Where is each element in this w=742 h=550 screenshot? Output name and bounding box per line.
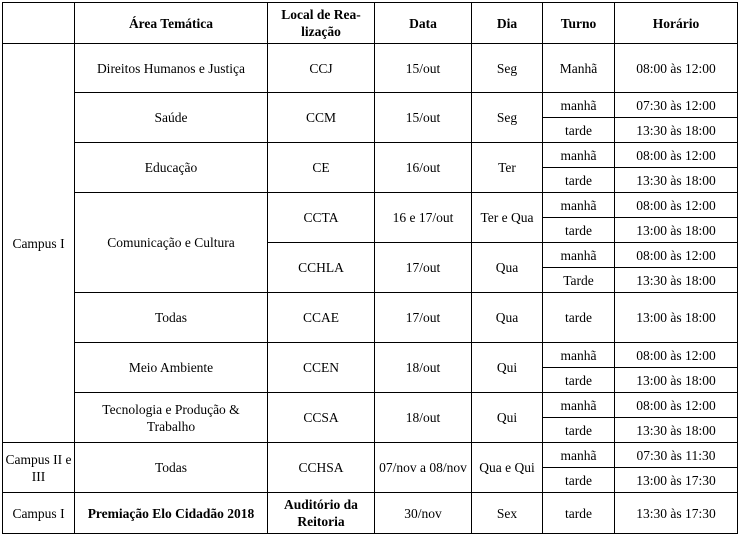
turno-cell: tarde [543,168,615,193]
table-row [3,493,738,534]
area-cell: Todas [75,443,268,493]
header-horario: Horário [615,3,738,44]
turno-cell: manhã [543,343,615,368]
horario-cell: 08:00 às 12:00 [615,343,738,368]
day-cell: Seg [472,93,543,143]
blank-corner-cell [3,3,75,44]
horario-cell: 13:00 às 18:00 [615,368,738,393]
horario-cell: 13:30 às 18:00 [615,168,738,193]
table-row [3,143,738,168]
day-cell: Sex [472,493,543,534]
table-row [3,44,738,93]
day-cell: Qui [472,393,543,443]
turno-cell: tarde [543,118,615,143]
day-cell: Qui [472,343,543,393]
area-cell: Educação [75,143,268,193]
date-cell: 15/out [375,44,472,93]
horario-cell: 13:30 às 18:00 [615,268,738,293]
header-row [3,3,738,44]
date-cell: 18/out [375,343,472,393]
header-dia: Dia [472,3,543,44]
turno-cell: tarde [543,468,615,493]
horario-cell: 13:00 às 18:00 [615,293,738,343]
schedule-table [2,2,738,534]
local-cell: CCSA [268,393,375,443]
campus-cell: Campus I [3,44,75,443]
local-cell: CCHSA [268,443,375,493]
date-cell: 18/out [375,393,472,443]
campus-cell: Campus II e III [3,443,75,493]
horario-cell: 08:00 às 12:00 [615,393,738,418]
date-cell: 15/out [375,93,472,143]
area-cell: Todas [75,293,268,343]
area-cell: Direitos Humanos e Justiça [75,44,268,93]
area-cell: Premiação Elo Cidadão 2018 [75,493,268,534]
date-cell: 17/out [375,243,472,293]
area-cell: Tecnologia e Produção & Trabalho [75,393,268,443]
day-cell: Qua [472,293,543,343]
horario-cell: 08:00 às 12:00 [615,193,738,218]
table-row [3,193,738,218]
turno-cell: manhã [543,443,615,468]
day-cell: Qua e Qui [472,443,543,493]
local-cell: CCHLA [268,243,375,293]
turno-cell: manhã [543,143,615,168]
horario-cell: 08:00 às 12:00 [615,243,738,268]
area-cell: Saúde [75,93,268,143]
header-area: Área Temática [75,3,268,44]
day-cell: Ter [472,143,543,193]
table-row [3,443,738,468]
date-cell: 16 e 17/out [375,193,472,243]
local-cell: CE [268,143,375,193]
table-row [3,393,738,418]
horario-cell: 13:00 às 17:30 [615,468,738,493]
local-cell: CCTA [268,193,375,243]
day-cell: Ter e Qua [472,193,543,243]
local-cell: Auditório da Reitoria [268,493,375,534]
area-cell: Comunicação e Cultura [75,193,268,293]
turno-cell: tarde [543,368,615,393]
header-turno: Turno [543,3,615,44]
horario-cell: 13:00 às 18:00 [615,218,738,243]
date-cell: 16/out [375,143,472,193]
turno-cell: tarde [543,293,615,343]
turno-cell: tarde [543,493,615,534]
turno-cell: Tarde [543,268,615,293]
horario-cell: 13:30 às 18:00 [615,118,738,143]
horario-cell: 07:30 às 12:00 [615,93,738,118]
horario-cell: 07:30 às 11:30 [615,443,738,468]
area-cell: Meio Ambiente [75,343,268,393]
date-cell: 30/nov [375,493,472,534]
header-data: Data [375,3,472,44]
horario-cell: 08:00 às 12:00 [615,143,738,168]
local-cell: CCJ [268,44,375,93]
local-cell: CCAE [268,293,375,343]
table-row [3,293,738,343]
horario-cell: 13:30 às 18:00 [615,418,738,443]
turno-cell: manhã [543,93,615,118]
horario-cell: 08:00 às 12:00 [615,44,738,93]
day-cell: Qua [472,243,543,293]
turno-cell: tarde [543,218,615,243]
turno-cell: tarde [543,418,615,443]
table-row [3,93,738,118]
turno-cell: manhã [543,393,615,418]
horario-cell: 13:30 às 17:30 [615,493,738,534]
local-cell: CCEN [268,343,375,393]
date-cell: 07/nov a 08/nov [375,443,472,493]
turno-cell: manhã [543,243,615,268]
campus-cell: Campus I [3,493,75,534]
turno-cell: Manhã [543,44,615,93]
date-cell: 17/out [375,293,472,343]
header-local: Local de Rea-lização [268,3,375,44]
day-cell: Seg [472,44,543,93]
turno-cell: manhã [543,193,615,218]
local-cell: CCM [268,93,375,143]
table-row [3,343,738,368]
